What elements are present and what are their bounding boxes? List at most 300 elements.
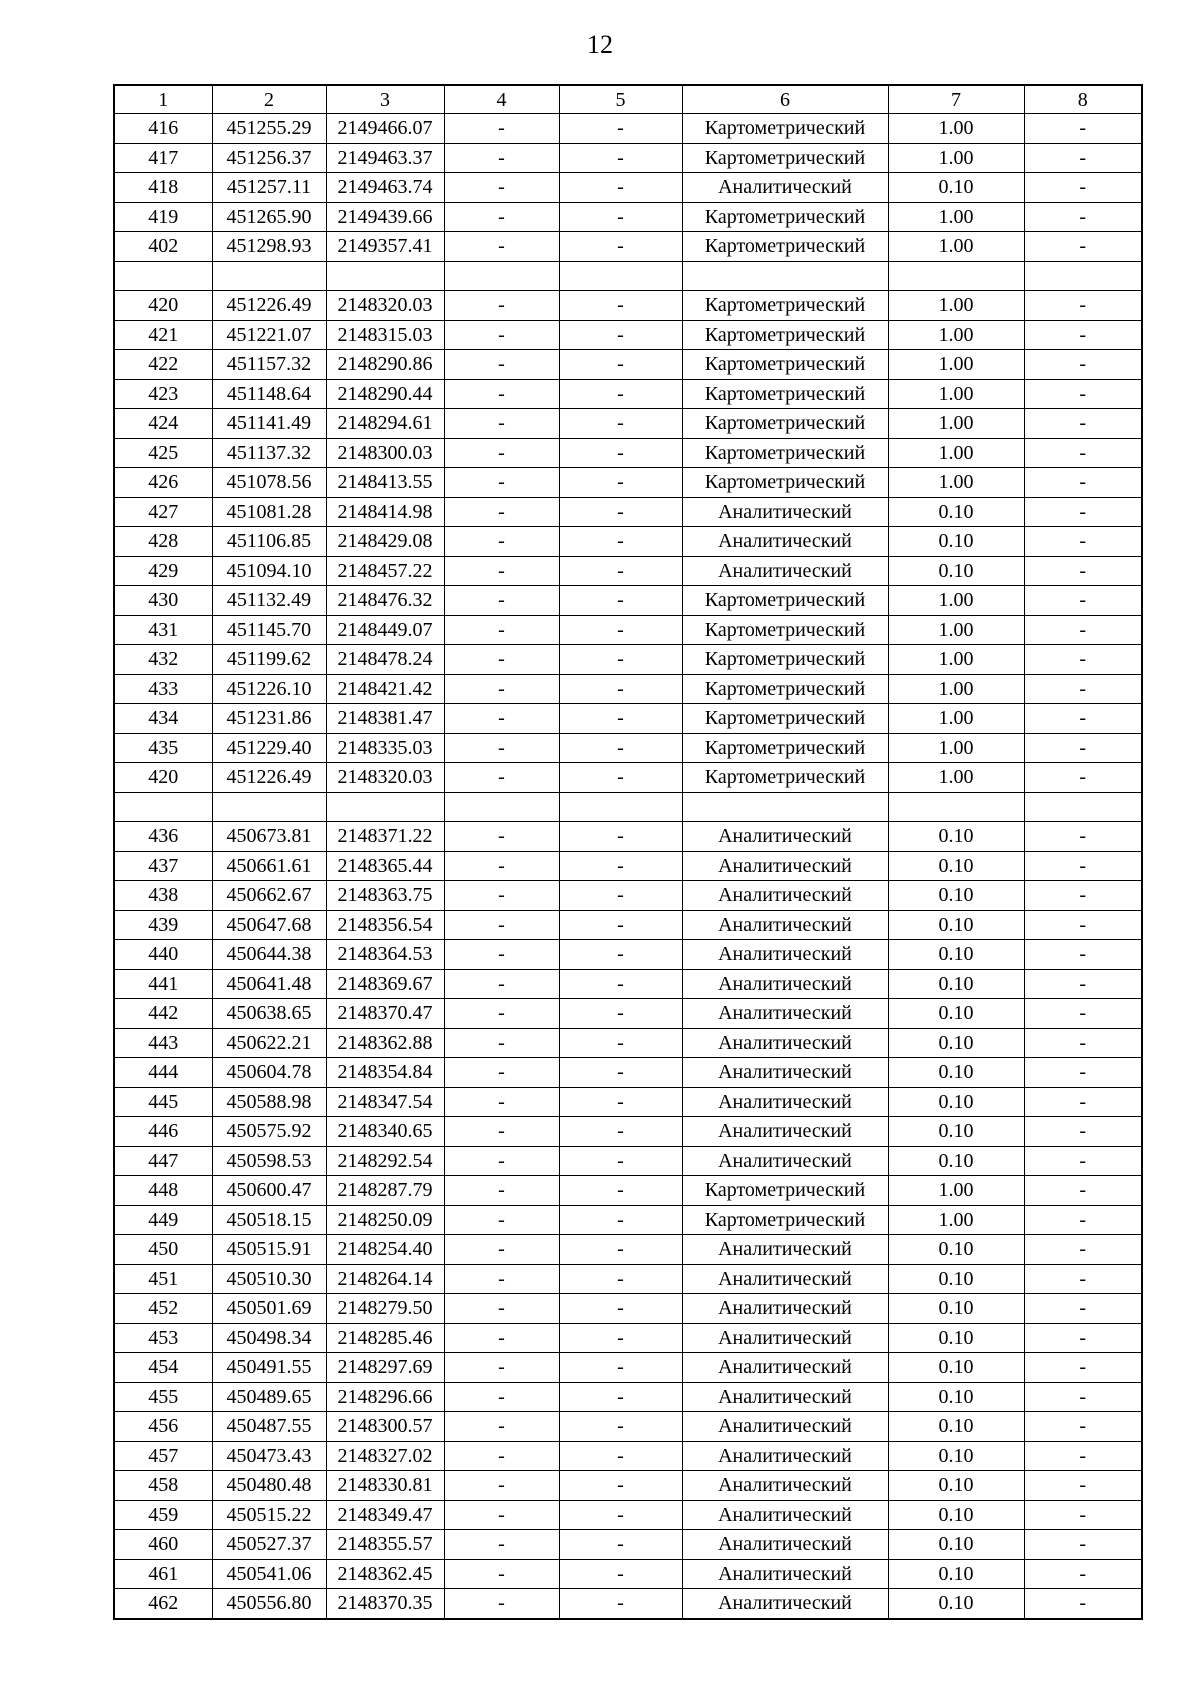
table-cell: Аналитический <box>682 1500 888 1530</box>
table-cell: 437 <box>114 851 212 881</box>
table-row <box>114 1441 1142 1471</box>
table-cell: 2149357.41 <box>326 232 444 262</box>
table-cell: 0.10 <box>888 1382 1024 1412</box>
table-cell: - <box>1024 1087 1142 1117</box>
table-cell: Аналитический <box>682 1058 888 1088</box>
table-cell: - <box>559 969 682 999</box>
table-cell: 450662.67 <box>212 881 326 911</box>
table-cell: 1.00 <box>888 615 1024 645</box>
table-row <box>114 527 1142 557</box>
table-cell: - <box>1024 615 1142 645</box>
table-cell <box>682 261 888 291</box>
table-cell: 451078.56 <box>212 468 326 498</box>
table-cell: Картометрический <box>682 733 888 763</box>
table-cell: Аналитический <box>682 527 888 557</box>
table-cell: 451226.49 <box>212 291 326 321</box>
table-row <box>114 1559 1142 1589</box>
table-cell: 2148457.22 <box>326 556 444 586</box>
table-cell: 450647.68 <box>212 910 326 940</box>
table-cell: - <box>1024 1146 1142 1176</box>
table-cell: - <box>559 114 682 144</box>
table-cell: - <box>1024 586 1142 616</box>
table-cell: 450641.48 <box>212 969 326 999</box>
table-row <box>114 1028 1142 1058</box>
table-row <box>114 1530 1142 1560</box>
table-cell: - <box>444 143 559 173</box>
table-cell: - <box>559 1353 682 1383</box>
table-cell: 2149439.66 <box>326 202 444 232</box>
table-cell: - <box>1024 910 1142 940</box>
table-row <box>114 674 1142 704</box>
table-cell: 422 <box>114 350 212 380</box>
table-cell: 0.10 <box>888 1559 1024 1589</box>
table-row <box>114 173 1142 203</box>
table-cell: - <box>444 1028 559 1058</box>
table-cell: 450498.34 <box>212 1323 326 1353</box>
table-cell: 425 <box>114 438 212 468</box>
table-cell: 420 <box>114 763 212 793</box>
table-cell: 451255.29 <box>212 114 326 144</box>
table-cell: - <box>444 999 559 1029</box>
table-cell: 2148279.50 <box>326 1294 444 1324</box>
table-cell: - <box>1024 202 1142 232</box>
table-cell: 450518.15 <box>212 1205 326 1235</box>
table-cell: 2148264.14 <box>326 1264 444 1294</box>
table-cell: 1.00 <box>888 733 1024 763</box>
table-row <box>114 969 1142 999</box>
table-row <box>114 1500 1142 1530</box>
table-cell: 2148478.24 <box>326 645 444 675</box>
table-cell: 2148429.08 <box>326 527 444 557</box>
table-row <box>114 1412 1142 1442</box>
table-cell: 436 <box>114 822 212 852</box>
table-cell: - <box>559 910 682 940</box>
table-cell: 0.10 <box>888 1146 1024 1176</box>
table-cell: - <box>559 1146 682 1176</box>
table-cell: - <box>444 232 559 262</box>
table-cell: 448 <box>114 1176 212 1206</box>
table-cell: 451226.49 <box>212 763 326 793</box>
table-cell: 2148320.03 <box>326 763 444 793</box>
table-cell: 1.00 <box>888 468 1024 498</box>
table-row <box>114 1176 1142 1206</box>
table-row <box>114 645 1142 675</box>
table-row <box>114 940 1142 970</box>
table-row <box>114 1264 1142 1294</box>
table-cell: 451226.10 <box>212 674 326 704</box>
table-cell: - <box>559 350 682 380</box>
table-cell: Картометрический <box>682 379 888 409</box>
table-cell: 1.00 <box>888 1205 1024 1235</box>
table-cell: - <box>559 1117 682 1147</box>
table-cell: 2149463.37 <box>326 143 444 173</box>
table-cell: 451257.11 <box>212 173 326 203</box>
table-cell: 461 <box>114 1559 212 1589</box>
table-cell: - <box>1024 468 1142 498</box>
table-cell: Аналитический <box>682 1264 888 1294</box>
table-cell: Аналитический <box>682 1412 888 1442</box>
table-cell: - <box>559 1087 682 1117</box>
table-cell: - <box>444 1589 559 1619</box>
table-cell: 2148290.86 <box>326 350 444 380</box>
column-header-2: 2 <box>212 85 326 114</box>
table-cell: 0.10 <box>888 1028 1024 1058</box>
table-cell: Аналитический <box>682 910 888 940</box>
table-cell: 456 <box>114 1412 212 1442</box>
table-cell: Аналитический <box>682 1028 888 1058</box>
table-cell: - <box>559 763 682 793</box>
table-cell: - <box>444 1353 559 1383</box>
table-cell: 450 <box>114 1235 212 1265</box>
table-cell: Аналитический <box>682 1559 888 1589</box>
table-cell: - <box>1024 114 1142 144</box>
table-cell: - <box>1024 1205 1142 1235</box>
table-cell: 450598.53 <box>212 1146 326 1176</box>
column-header-1: 1 <box>114 85 212 114</box>
table-cell: 446 <box>114 1117 212 1147</box>
table-cell: Картометрический <box>682 291 888 321</box>
table-row <box>114 143 1142 173</box>
table-cell: 441 <box>114 969 212 999</box>
table-row <box>114 202 1142 232</box>
table-cell: 1.00 <box>888 114 1024 144</box>
table-row <box>114 409 1142 439</box>
table-cell: - <box>559 1412 682 1442</box>
table-cell: - <box>1024 497 1142 527</box>
table-cell: 453 <box>114 1323 212 1353</box>
table-cell: - <box>1024 763 1142 793</box>
table-cell: 2148330.81 <box>326 1471 444 1501</box>
table-cell: Картометрический <box>682 645 888 675</box>
table-row <box>114 379 1142 409</box>
table-cell: - <box>559 468 682 498</box>
table-row <box>114 1353 1142 1383</box>
table-cell: 2148363.75 <box>326 881 444 911</box>
table-row <box>114 1117 1142 1147</box>
table-cell: - <box>1024 1441 1142 1471</box>
table-cell: 0.10 <box>888 1471 1024 1501</box>
table-cell: - <box>444 379 559 409</box>
table-cell: - <box>444 1382 559 1412</box>
table-cell: - <box>559 1471 682 1501</box>
table-cell: 1.00 <box>888 704 1024 734</box>
table-cell: - <box>1024 969 1142 999</box>
table-cell: - <box>444 320 559 350</box>
table-row <box>114 438 1142 468</box>
table-cell: - <box>1024 822 1142 852</box>
table-cell: 424 <box>114 409 212 439</box>
table-cell: 2148364.53 <box>326 940 444 970</box>
column-header-8: 8 <box>1024 85 1142 114</box>
table-row <box>114 497 1142 527</box>
table-cell: - <box>444 438 559 468</box>
table-cell: - <box>444 1530 559 1560</box>
table-cell: - <box>1024 940 1142 970</box>
table-cell: 443 <box>114 1028 212 1058</box>
table-cell: - <box>444 1412 559 1442</box>
table-cell: - <box>444 615 559 645</box>
table-row <box>114 1323 1142 1353</box>
table-cell: - <box>1024 1471 1142 1501</box>
table-cell: 2148349.47 <box>326 1500 444 1530</box>
table-cell: 2148290.44 <box>326 379 444 409</box>
table-row <box>114 468 1142 498</box>
column-header-4: 4 <box>444 85 559 114</box>
table-cell: - <box>444 291 559 321</box>
table-cell: - <box>559 1294 682 1324</box>
table-cell: - <box>1024 1382 1142 1412</box>
table-cell: 451132.49 <box>212 586 326 616</box>
table-cell: - <box>444 704 559 734</box>
table-cell: - <box>559 1382 682 1412</box>
table-cell: 2148369.67 <box>326 969 444 999</box>
table-cell: 1.00 <box>888 320 1024 350</box>
table-cell: 451145.70 <box>212 615 326 645</box>
table-cell: 442 <box>114 999 212 1029</box>
table-cell: 451231.86 <box>212 704 326 734</box>
table-cell: - <box>559 173 682 203</box>
table-cell <box>114 792 212 822</box>
table-cell: - <box>1024 1500 1142 1530</box>
table-cell: 2148413.55 <box>326 468 444 498</box>
table-cell: 1.00 <box>888 291 1024 321</box>
table-cell: 0.10 <box>888 1087 1024 1117</box>
table-cell: 451106.85 <box>212 527 326 557</box>
table-cell: Аналитический <box>682 822 888 852</box>
table-cell: 450489.65 <box>212 1382 326 1412</box>
table-cell: 457 <box>114 1441 212 1471</box>
table-cell: 439 <box>114 910 212 940</box>
table-cell: - <box>559 881 682 911</box>
table-cell: - <box>559 615 682 645</box>
table-cell: 452 <box>114 1294 212 1324</box>
table-cell: Аналитический <box>682 999 888 1029</box>
table-cell: 2148254.40 <box>326 1235 444 1265</box>
table-cell: Картометрический <box>682 114 888 144</box>
table-cell: - <box>1024 1589 1142 1619</box>
table-cell: 450556.80 <box>212 1589 326 1619</box>
table-cell: 450473.43 <box>212 1441 326 1471</box>
table-cell: - <box>559 645 682 675</box>
table-cell: 0.10 <box>888 1412 1024 1442</box>
table-cell: 435 <box>114 733 212 763</box>
table-row <box>114 615 1142 645</box>
table-cell: Картометрический <box>682 763 888 793</box>
table-cell: Аналитический <box>682 1235 888 1265</box>
table-cell: 1.00 <box>888 645 1024 675</box>
table-cell: - <box>559 409 682 439</box>
table-cell: - <box>444 1235 559 1265</box>
table-cell: 2148414.98 <box>326 497 444 527</box>
table-cell: - <box>444 969 559 999</box>
table-cell: 450575.92 <box>212 1117 326 1147</box>
table-cell: 450638.65 <box>212 999 326 1029</box>
table-cell: 438 <box>114 881 212 911</box>
table-cell: 451256.37 <box>212 143 326 173</box>
table-cell: - <box>559 1559 682 1589</box>
table-cell: - <box>559 851 682 881</box>
table-cell: - <box>1024 409 1142 439</box>
table-cell: 0.10 <box>888 1117 1024 1147</box>
table-cell: 0.10 <box>888 1264 1024 1294</box>
table-cell: Аналитический <box>682 1323 888 1353</box>
table-cell: 450527.37 <box>212 1530 326 1560</box>
table-cell: - <box>444 173 559 203</box>
table-cell: - <box>444 468 559 498</box>
table-cell: Картометрический <box>682 409 888 439</box>
table-cell: 417 <box>114 143 212 173</box>
table-header-row <box>114 85 1142 114</box>
table-cell <box>444 792 559 822</box>
table-cell: 450600.47 <box>212 1176 326 1206</box>
table-cell: - <box>559 379 682 409</box>
table-cell: 2148340.65 <box>326 1117 444 1147</box>
table-cell: 451 <box>114 1264 212 1294</box>
table-cell: Аналитический <box>682 851 888 881</box>
table-cell: 2148287.79 <box>326 1176 444 1206</box>
table-cell: 0.10 <box>888 940 1024 970</box>
table-cell: - <box>444 881 559 911</box>
table-cell: 450501.69 <box>212 1294 326 1324</box>
table-cell: - <box>444 940 559 970</box>
table-cell: 434 <box>114 704 212 734</box>
table-cell: - <box>559 586 682 616</box>
table-cell: 428 <box>114 527 212 557</box>
table-cell: - <box>559 232 682 262</box>
table-cell: - <box>1024 851 1142 881</box>
table-cell: - <box>1024 881 1142 911</box>
table-cell: 458 <box>114 1471 212 1501</box>
table-cell: Картометрический <box>682 1176 888 1206</box>
table-cell: - <box>444 350 559 380</box>
table-cell: 2148476.32 <box>326 586 444 616</box>
table-cell: 2148362.45 <box>326 1559 444 1589</box>
table-cell: - <box>444 851 559 881</box>
table-cell: 440 <box>114 940 212 970</box>
table-cell: - <box>444 1441 559 1471</box>
table-cell: Аналитический <box>682 881 888 911</box>
table-cell: 444 <box>114 1058 212 1088</box>
table-cell: - <box>1024 999 1142 1029</box>
table-cell: - <box>444 910 559 940</box>
table-cell: - <box>559 291 682 321</box>
table-cell: - <box>444 1264 559 1294</box>
table-cell <box>326 792 444 822</box>
table-cell: 2148356.54 <box>326 910 444 940</box>
table-cell: - <box>444 1205 559 1235</box>
table-cell: Аналитический <box>682 497 888 527</box>
table-cell: 1.00 <box>888 379 1024 409</box>
table-cell: 2148250.09 <box>326 1205 444 1235</box>
table-cell: - <box>559 1235 682 1265</box>
table-cell: - <box>559 940 682 970</box>
table-cell: - <box>444 674 559 704</box>
table-row <box>114 1146 1142 1176</box>
table-cell: - <box>444 733 559 763</box>
table-row <box>114 350 1142 380</box>
table-cell <box>444 261 559 291</box>
table-row <box>114 1205 1142 1235</box>
table-cell: - <box>1024 232 1142 262</box>
table-cell: 455 <box>114 1382 212 1412</box>
table-cell: 419 <box>114 202 212 232</box>
table-cell: 0.10 <box>888 1589 1024 1619</box>
table-cell: - <box>1024 350 1142 380</box>
table-cell: 451094.10 <box>212 556 326 586</box>
table-cell: Аналитический <box>682 1117 888 1147</box>
table-cell: - <box>444 1087 559 1117</box>
table-cell: 2148371.22 <box>326 822 444 852</box>
table-cell: - <box>1024 1028 1142 1058</box>
table-cell: Аналитический <box>682 556 888 586</box>
table-cell: - <box>444 1146 559 1176</box>
table-row <box>114 320 1142 350</box>
table-cell: - <box>444 1471 559 1501</box>
table-cell: 451081.28 <box>212 497 326 527</box>
table-cell: 2148354.84 <box>326 1058 444 1088</box>
table-cell: - <box>444 1500 559 1530</box>
table-row <box>114 1471 1142 1501</box>
table-row <box>114 556 1142 586</box>
table-cell: Аналитический <box>682 1353 888 1383</box>
table-cell: 2148300.03 <box>326 438 444 468</box>
table-cell: 2148421.42 <box>326 674 444 704</box>
table-cell: - <box>1024 1058 1142 1088</box>
table-cell: 1.00 <box>888 143 1024 173</box>
table-cell: 0.10 <box>888 173 1024 203</box>
table-cell: - <box>1024 320 1142 350</box>
table-cell: 450515.22 <box>212 1500 326 1530</box>
table-cell: - <box>559 1205 682 1235</box>
table-cell: 0.10 <box>888 556 1024 586</box>
table-cell: 454 <box>114 1353 212 1383</box>
table-cell: 2148347.54 <box>326 1087 444 1117</box>
table-cell: 451199.62 <box>212 645 326 675</box>
table-cell: - <box>1024 704 1142 734</box>
table-cell: 0.10 <box>888 497 1024 527</box>
table-cell: Картометрический <box>682 704 888 734</box>
table-cell: Аналитический <box>682 1441 888 1471</box>
table-cell: - <box>444 1176 559 1206</box>
table-cell: - <box>559 1323 682 1353</box>
table-cell: - <box>444 822 559 852</box>
table-cell: 433 <box>114 674 212 704</box>
table-row <box>114 733 1142 763</box>
table-row <box>114 1058 1142 1088</box>
table-cell: 2148370.35 <box>326 1589 444 1619</box>
table-cell: 450604.78 <box>212 1058 326 1088</box>
table-cell <box>682 792 888 822</box>
table-cell: 451298.93 <box>212 232 326 262</box>
table-cell: - <box>559 527 682 557</box>
table-cell: 1.00 <box>888 1176 1024 1206</box>
table-cell <box>888 792 1024 822</box>
table-cell: - <box>559 704 682 734</box>
table-cell: 451141.49 <box>212 409 326 439</box>
table-cell: - <box>1024 173 1142 203</box>
table-cell: - <box>444 1117 559 1147</box>
table-cell: 0.10 <box>888 1441 1024 1471</box>
table-cell: - <box>559 999 682 1029</box>
table-cell: 1.00 <box>888 586 1024 616</box>
table-cell: 1.00 <box>888 350 1024 380</box>
table-cell: - <box>1024 1176 1142 1206</box>
table-cell: Картометрический <box>682 438 888 468</box>
table-cell: Картометрический <box>682 202 888 232</box>
table-cell: 2148315.03 <box>326 320 444 350</box>
table-cell: - <box>559 822 682 852</box>
table-cell: - <box>559 674 682 704</box>
